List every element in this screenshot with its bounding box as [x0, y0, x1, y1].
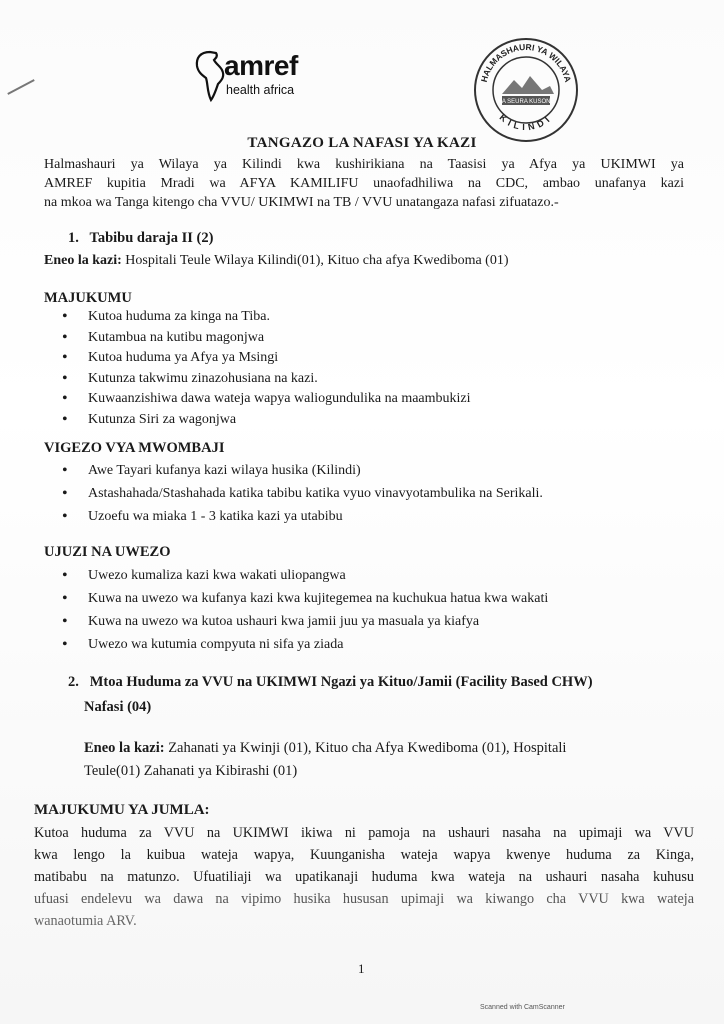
- seal-bottom-text: KILINDI: [497, 112, 555, 133]
- list-item: • Kutunza takwimu zinazohusiana na kazi.: [62, 369, 471, 390]
- list-item: • Awe Tayari kufanya kazi wilaya husika (Kilindi): [62, 459, 543, 482]
- pen-mark: [7, 79, 34, 95]
- seal-middle-text: NA SEURA KUSONE: [497, 99, 555, 105]
- job2-heading-line2: Nafasi (04): [84, 699, 152, 715]
- svg-text:KILINDI: [498, 112, 555, 132]
- job2-duties-paragraph: [34, 822, 694, 932]
- duties-line: wanaotumia ARV.: [34, 913, 137, 929]
- job1-heading: [68, 230, 213, 247]
- duties-line: kwa lengo la kuibua wateja wapya, Kuunganisha wateja wapya kwenye huduma za Kinga,: [34, 847, 694, 863]
- duties-line: Kutoa huduma za VVU na UKIMWI ikiwa ni pamoja na ushauri nasaha na upimaji wa VVU: [34, 825, 694, 841]
- scanner-watermark: Scanned with CamScanner: [480, 1004, 565, 1011]
- intro-line: Halmashauri ya Wilaya ya Kilindi kwa kushirikiana na Taasisi ya Afya ya UKIMWI ya: [44, 157, 684, 172]
- list-item: • Kutoa huduma ya Afya ya Msingi: [62, 348, 471, 369]
- job2-number: 2.: [68, 674, 79, 690]
- list-item: • Uwezo kumaliza kazi kwa wakati uliopangwa: [62, 564, 548, 587]
- job2-location-value: Zahanati ya Kwinji (01), Kituo cha Afya Kwediboma (01), Hospitali: [168, 740, 567, 756]
- job1-number: 1.: [68, 230, 79, 246]
- district-seal: [472, 36, 580, 144]
- job1-location-value: Hospitali Teule Wilaya Kilindi(01), Kituo cha afya Kwediboma (01): [125, 253, 509, 268]
- list-item: • Kutunza Siri za wagonjwa: [62, 410, 471, 431]
- intro-line: AMREF kupitia Mradi wa AFYA KAMILIFU unaofadhiliwa na CDC, ambao unafanya kazi: [44, 176, 684, 191]
- job1-criteria-heading: VIGEZO VYA MWOMBAJI: [44, 440, 225, 456]
- intro-line: na mkoa wa Tanga kitengo cha VVU/ UKIMWI na TB / VVU unatangaza nafasi zifuatazo.-: [44, 195, 559, 210]
- svg-text:HALMASHAURI YA WILAYA: [479, 42, 573, 83]
- job2-heading-line1: [68, 674, 593, 691]
- intro-paragraph: [44, 155, 684, 212]
- list-item: • Kuwaanzishiwa dawa wateja wapya waliogundulika na maambukizi: [62, 389, 471, 410]
- logo-word: amref: [224, 50, 298, 81]
- job1-duties-list: [62, 307, 471, 431]
- list-item: • Kutambua na kutibu magonjwa: [62, 328, 471, 349]
- logo-subtitle: health africa: [226, 83, 295, 97]
- job1-location: [44, 253, 509, 269]
- job1-duties-heading: MAJUKUMU: [44, 290, 132, 306]
- page-title: TANGAZO LA NAFASI YA KAZI: [247, 135, 477, 151]
- seal-top-text: HALMASHAURI YA WILAYA: [478, 41, 574, 84]
- job1-location-label: Eneo la kazi:: [44, 253, 122, 268]
- job2-location: [84, 740, 566, 757]
- job1-title: Tabibu daraja II (2): [89, 230, 214, 246]
- page-number: 1: [358, 961, 365, 976]
- job2-title: Mtoa Huduma za VVU na UKIMWI Ngazi ya Kituo/Jamii (Facility Based CHW): [89, 674, 593, 690]
- list-item: • Kuwa na uwezo wa kutoa ushauri kwa jamii juu ya masuala ya kiafya: [62, 610, 548, 633]
- amref-logo: [192, 50, 342, 104]
- job2-duties-heading: MAJUKUMU YA JUMLA:: [34, 802, 210, 818]
- job2-location-cont: Teule(01) Zahanati ya Kibirashi (01): [84, 763, 298, 779]
- job1-criteria-list: [62, 459, 543, 528]
- list-item: • Astashahada/Stashahada katika tabibu katika vyuo vinavyotambulika na Serikali.: [62, 482, 543, 505]
- duties-line: matibabu na matunzo. Ufuatiliaji wa upatikanaji huduma kwa wateja na ushauri nasaha kuhusu: [34, 869, 694, 885]
- job1-skills-heading: UJUZI NA UWEZO: [44, 544, 171, 560]
- job2-location-label: Eneo la kazi:: [84, 740, 165, 756]
- list-item: • Kuwa na uwezo wa kufanya kazi kwa kujitegemea na kuchukua hatua kwa wakati: [62, 587, 548, 610]
- list-item: • Uwezo wa kutumia compyuta ni sifa ya ziada: [62, 633, 548, 656]
- job1-skills-list: [62, 564, 548, 656]
- list-item: • Uzoefu wa miaka 1 - 3 katika kazi ya utabibu: [62, 505, 543, 528]
- list-item: • Kutoa huduma za kinga na Tiba.: [62, 307, 471, 328]
- duties-line: ufuasi endelevu wa dawa na vipimo husika hususan upimaji wa kiwango cha VVU kwa wateja: [34, 891, 694, 907]
